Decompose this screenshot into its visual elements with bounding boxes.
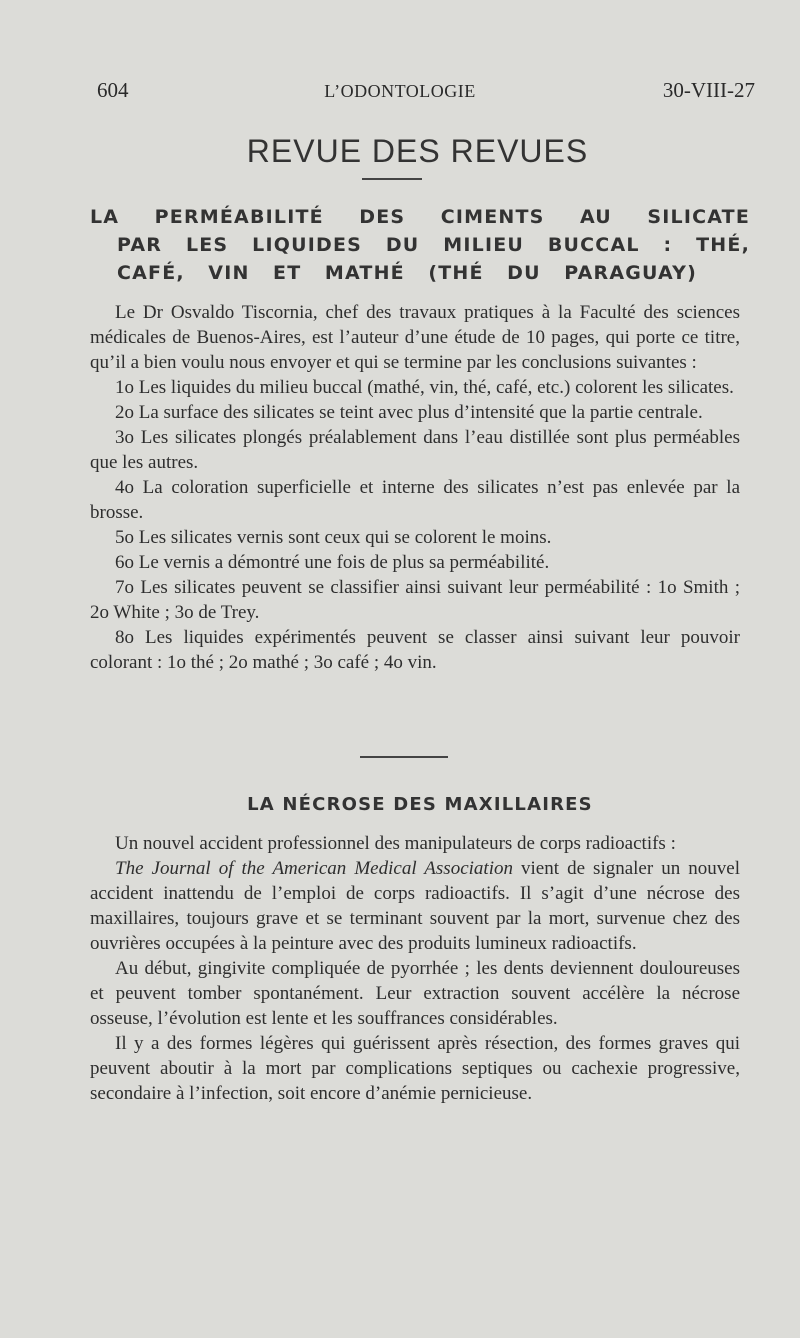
paragraph-text: vient de signaler un nouvel accident inattendu de l’emploi de corps radioactifs. Il s’agit d’une nécrose des maxillaires, toujours grave et se terminant souvent par la mort, survenue chez des ouvrières occupées à la peinture avec des produits lumineux radioactifs. xyxy=(90,858,740,954)
paragraph: Un nouvel accident professionnel des manipulateurs de corps radioactifs : xyxy=(115,833,676,854)
journal-citation: The Journal of the American Medical Association xyxy=(115,858,513,879)
conclusion-item: 4o La coloration superficielle et interne des silicates n’est pas enlevée par la brosse. xyxy=(90,477,740,523)
article2-title: LA NÉCROSE DES MAXILLAIRES xyxy=(247,794,593,815)
conclusion-item: 3o Les silicates plongés préalablement dans l’eau distillée sont plus perméables que les autres. xyxy=(90,427,740,473)
running-head: L’ODONTOLOGIE xyxy=(324,81,476,101)
paragraph: Il y a des formes légères qui guérissent après résection, des formes graves qui peuvent aboutir à la mort par complications septiques ou cachexie progressive, secondaire à l’infection, soit encore d’anémie pernicieuse. xyxy=(90,1033,740,1104)
conclusion-item: 1o Les liquides du milieu buccal (mathé, vin, thé, café, etc.) colorent les silicates. xyxy=(115,377,734,398)
section-heading: REVUE DES REVUES xyxy=(246,133,589,169)
article1-title-line: LA PERMÉABILITÉ DES CIMENTS AU SILICATE xyxy=(90,206,750,228)
section-divider xyxy=(360,756,448,758)
article1-body xyxy=(90,300,740,675)
paragraph: Au début, gingivite compliquée de pyorrhée ; les dents deviennent douloureuses et peuvent tomber spontanément. Leur extraction souvent accélère la nécrose osseuse, l’évolution est lente et les souffrances considérables. xyxy=(90,958,740,1029)
article1-title-line: CAFÉ, VIN ET MATHÉ (THÉ DU PARAGUAY) xyxy=(117,262,697,284)
issue-date: 30-VIII-27 xyxy=(662,78,755,102)
article2-body xyxy=(90,831,740,1106)
conclusion-item: 6o Le vernis a démontré une fois de plus sa perméabilité. xyxy=(115,552,550,573)
conclusion-item: 2o La surface des silicates se teint avec plus d’intensité que la partie centrale. xyxy=(115,402,703,423)
article1-title xyxy=(90,203,750,287)
paragraph: Le Dr Osvaldo Tiscornia, chef des travaux pratiques à la Faculté des sciences médicales de Buenos-Aires, est l’auteur d’une étude de 10 pages, qui porte ce titre, qu’il a bien voulu nous envoyer et qui se termine par les conclusions suivantes : xyxy=(90,302,740,373)
page-number: 604 xyxy=(97,78,129,102)
article1-title-line: PAR LES LIQUIDES DU MILIEU BUCCAL : THÉ, xyxy=(117,234,750,256)
heading-rule xyxy=(362,178,422,180)
conclusion-item: 7o Les silicates peuvent se classifier ainsi suivant leur perméabilité : 1o Smith ; 2o White ; 3o de Trey. xyxy=(90,577,740,623)
paragraph xyxy=(90,856,740,956)
conclusion-item: 5o Les silicates vernis sont ceux qui se colorent le moins. xyxy=(115,527,552,548)
conclusion-item: 8o Les liquides expérimentés peuvent se classer ainsi suivant leur pouvoir colorant : 1o thé ; 2o mathé ; 3o café ; 4o vin. xyxy=(90,627,740,673)
